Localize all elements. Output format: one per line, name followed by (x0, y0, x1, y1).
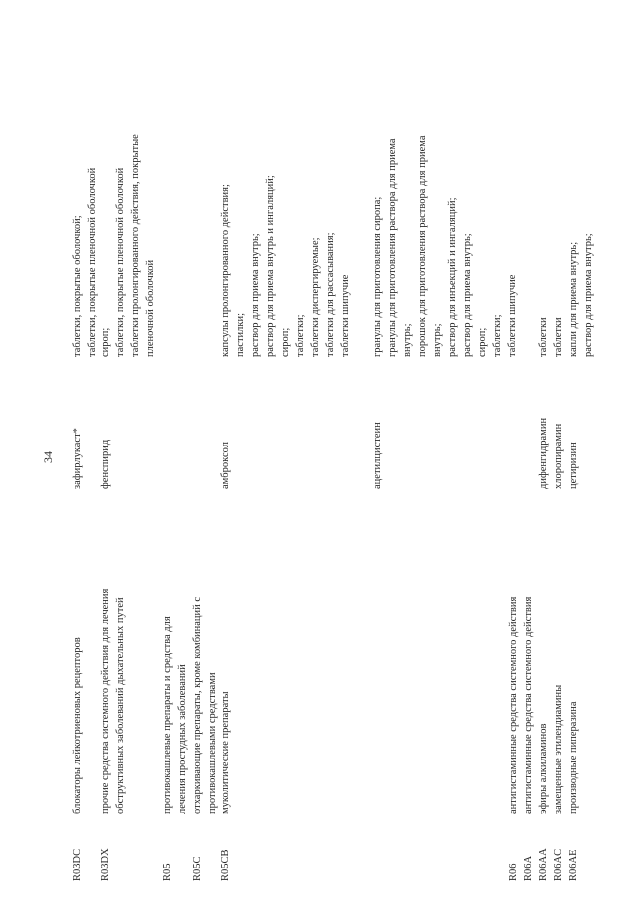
group-name (551, 494, 566, 814)
atc-code: R05C (192, 856, 203, 881)
group-name-line: прочие средства системного действия для лечения (100, 588, 111, 814)
dosage-forms-line: пастилки; (235, 312, 246, 357)
dosage-forms-line: капсулы пролонгированного действия; (220, 184, 231, 357)
dosage-forms-line: таблетки шипучие (340, 274, 351, 357)
group-name (70, 494, 85, 814)
dosage-forms (98, 17, 158, 357)
group-name (566, 494, 581, 814)
group-name-line: антигистаминные средства системного действия (508, 596, 519, 814)
drug-name: амброксол (220, 442, 231, 489)
dosage-forms-line: пленочной оболочкой (145, 259, 156, 357)
dosage-forms-line: раствор для приема внутрь; (462, 233, 473, 357)
dosage-forms-line: капли для приема внутрь; (568, 241, 579, 357)
atc-code: R06 (508, 863, 519, 881)
group-name-line: производные пиперазина (568, 701, 579, 814)
atc-code: R05 (162, 863, 173, 881)
dosage-forms-line: таблетки шипучие (507, 274, 518, 357)
dosage-forms-line: гранулы для приготовления раствора для приема (387, 138, 398, 357)
dosage-forms-line: таблетки (538, 317, 549, 357)
atc-code: R03DC (72, 848, 83, 881)
dosage-forms-line: таблетки, покрытые пленочной оболочкой (87, 167, 98, 357)
dosage-forms-line: раствор для приема внутрь; (583, 233, 594, 357)
group-name-line: эфиры алкиламинов (538, 723, 549, 814)
dosage-forms-line: сироп; (100, 327, 111, 357)
dosage-forms-line: раствор для приема внутрь; (250, 233, 261, 357)
atc-code: R03DX (100, 848, 111, 881)
dosage-forms (218, 17, 353, 357)
drug-name: фенспирид (100, 439, 111, 489)
group-name (160, 494, 190, 814)
dosage-forms-line: раствор для приема внутрь и ингаляций; (265, 175, 276, 357)
page-number: 34 (41, 451, 55, 463)
atc-code: R05CB (220, 849, 231, 881)
dosage-forms-line: таблетки (553, 317, 564, 357)
atc-code: R06A (523, 855, 534, 881)
group-name (521, 494, 536, 814)
group-name-line: замещенные этилендиамины (553, 684, 564, 814)
dosage-forms-line: таблетки, покрытые пленочной оболочкой (115, 167, 126, 357)
group-name-line: блокаторы лейкотриеновых рецепторов (72, 637, 83, 814)
drug-name: цетиризин (568, 442, 579, 489)
dosage-forms-line: сироп; (280, 327, 291, 357)
dosage-forms-line: раствор для инъекций и ингаляций; (447, 197, 458, 357)
dosage-forms-line: таблетки для рассасывания; (325, 232, 336, 357)
drug-name: хлоропирамин (553, 423, 564, 489)
dosage-forms-line: таблетки; (492, 314, 503, 357)
dosage-forms-line: таблетки, покрытые оболочкой; (72, 215, 83, 357)
dosage-forms-line: внутрь; (402, 323, 413, 357)
group-name (190, 494, 220, 814)
atc-code: R06AC (553, 848, 564, 881)
drug-name: зафирлукаст* (72, 428, 83, 489)
dosage-forms-line: внутрь; (432, 323, 443, 357)
atc-code: R06AA (538, 848, 549, 881)
group-name (218, 494, 233, 814)
atc-code: R06AE (568, 849, 579, 881)
drug-name: дифенгидрамин (538, 417, 549, 489)
dosage-forms-line: таблетки диспергируемые; (310, 237, 321, 357)
dosage-forms-line: гранулы для приготовления сиропа; (372, 196, 383, 357)
dosage-forms (551, 17, 566, 357)
group-name-line: обструктивных заболеваний дыхательных путей (115, 597, 126, 814)
dosage-forms (566, 17, 596, 357)
dosage-forms (70, 17, 100, 357)
group-name (536, 494, 551, 814)
group-name-line: противокашлевыми средствами (207, 672, 218, 814)
group-name (506, 494, 521, 814)
group-name-line: противокашлевые препараты и средства для (162, 616, 173, 814)
group-name-line: антигистаминные средства системного действия (523, 596, 534, 814)
dosage-forms (370, 17, 520, 357)
group-name (98, 494, 128, 814)
dosage-forms-line: таблетки пролонгированного действия, покрытые (130, 134, 141, 357)
group-name-line: лечения простудных заболеваний (177, 664, 188, 814)
dosage-forms (536, 17, 551, 357)
dosage-forms-line: таблетки; (295, 314, 306, 357)
group-name-line: муколитические препараты (220, 691, 231, 814)
dosage-forms-line: порошок для приготовления раствора для приема (417, 135, 428, 357)
drug-name: ацетилцистеин (372, 422, 383, 489)
dosage-forms-line: сироп; (477, 327, 488, 357)
group-name-line: отхаркивающие препараты, кроме комбинаций с (192, 596, 203, 814)
